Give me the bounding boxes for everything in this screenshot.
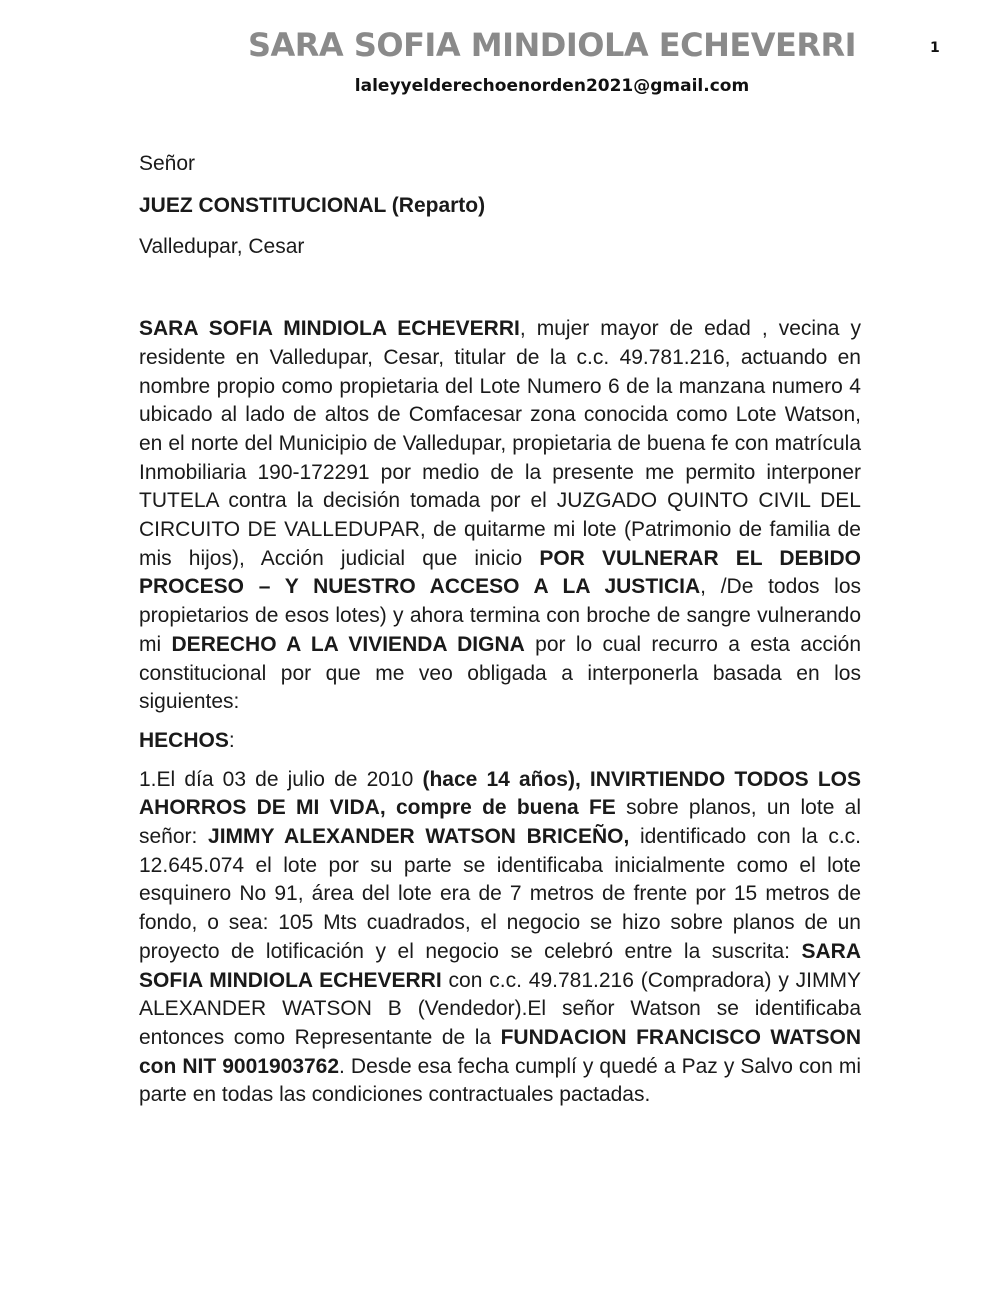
recipient-text: JUEZ CONSTITUCIONAL (Reparto) (139, 193, 486, 217)
salutation: Señor (139, 152, 196, 175)
header-email: laleyyelderechoenorden2021@gmail.com (354, 76, 750, 96)
hecho-1-bold-4: FUNDACION FRANCISCO WATSON con NIT 9001903762 (139, 1025, 862, 1078)
hechos-heading-text: HECHOS (139, 728, 229, 752)
page-number: 1 (930, 40, 940, 56)
intro-text-2: , /De todos los propietarios de esos lotes) y ahora termina con broche de sangre vulnerando mi (139, 575, 862, 656)
intro-name: SARA SOFIA MINDIOLA ECHEVERRI (139, 317, 520, 341)
intro-bold-1: POR VULNERAR EL DEBIDO PROCESO – Y NUESTRO ACCESO A LA JUSTICIA (139, 546, 861, 599)
recipient (139, 192, 861, 221)
hecho-1-text-2: sobre planos, un lote al señor: (139, 796, 861, 849)
hecho-1-bold-1: (hace 14 años), INVIRTIENDO TODOS LOS AHORROS DE MI VIDA, compre de buena FE (139, 767, 861, 820)
intro-paragraph (139, 315, 861, 717)
header-name: SARA SOFIA MINDIOLA ECHEVERRI (247, 26, 857, 64)
hecho-1-text-3: identificado con la c.c. 12.645.074 el lote por su parte se identificaba inicialmente como el lote esquinero No 91, área del lote era de 7 metros de frente por 15 metros de fondo, o sea: 105 Mts cuadrados, el negocio se hizo sobre planos de un proyecto de lotificación y el negocio se celebró entre la suscrita: (139, 825, 862, 963)
intro-bold-2: DERECHO A LA VIVIENDA DIGNA (171, 632, 525, 656)
hecho-1-text-4: con c.c. 49.781.216 (Compradora) y JIMMY ALEXANDER WATSON B (Vendedor).El señor Watson se identificaba entonces como Representante de la (139, 968, 862, 1049)
hechos-heading (139, 727, 861, 756)
hecho-1-bold-3: SARA SOFIA MINDIOLA ECHEVERRI (139, 939, 861, 992)
city: Valledupar, Cesar (139, 235, 305, 259)
hecho-1-paragraph (139, 766, 861, 1110)
intro-text-1: , mujer mayor de edad , vecina y residente en Valledupar, Cesar, titular de la c.c. 49.781.216, actuando en nombre propio como propietaria del Lote Numero 6 de la manzana numero 4 ubicado al lado de altos de Comfacesar zona conocida como Lote Watson, en el norte del Municipio de Valledupar, propietaria de buena fe con matrícula Inmobiliaria 190-172291 por medio de la presente me permito interponer TUTELA contra la decisión tomada por el JUZGADO QUINTO CIVIL DEL CIRCUITO DE VALLEDUPAR, de quitarme mi lote (Patrimonio de familia de mis hijos), Acción judicial que inicio (139, 317, 861, 570)
spacer (139, 275, 861, 315)
hecho-1-text-5: . Desde esa fecha cumplí y quedé a Paz y Salvo con mi parte en todas las condiciones contractuales pactadas. (139, 1054, 861, 1107)
hechos-heading-colon: : (228, 728, 235, 752)
hecho-1-text-1: 1.El día 03 de julio de 2010 (139, 767, 423, 791)
document-body (139, 150, 861, 1120)
intro-text-3: por lo cual recurro a esta acción constitucional por que me veo obligada a interponerla basada en los siguientes: (139, 632, 862, 714)
hecho-1-bold-2: JIMMY ALEXANDER WATSON BRICEÑO, (208, 825, 630, 849)
